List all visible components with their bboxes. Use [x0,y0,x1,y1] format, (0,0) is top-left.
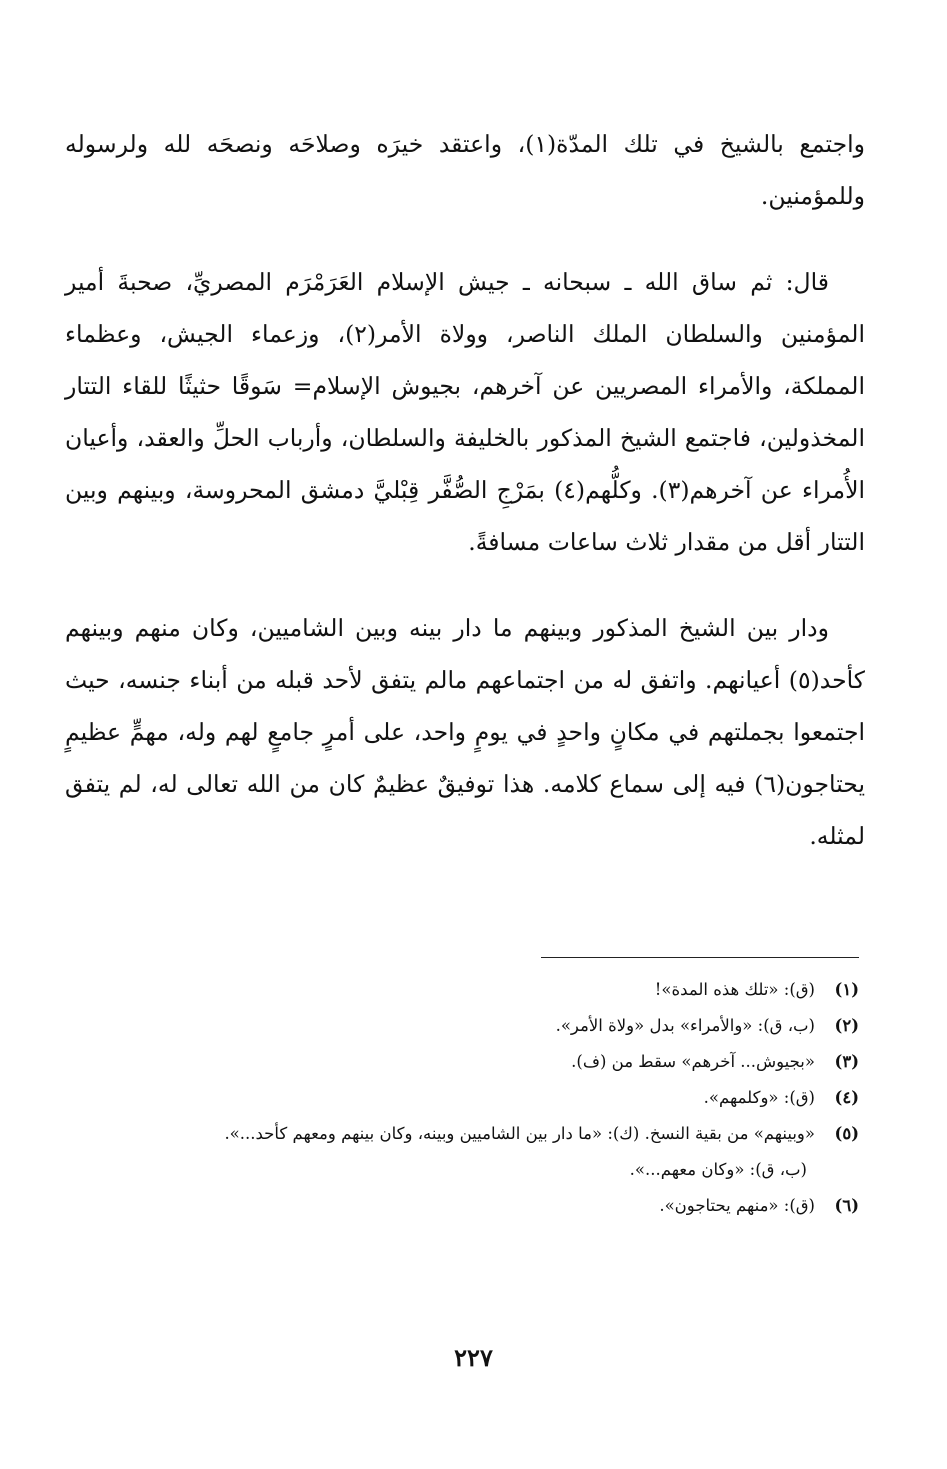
footnote-text: (ق): «وكلمهم». [703,1088,815,1107]
footnote-text: (ق): «منهم يحتاجون». [659,1196,815,1215]
footnote-separator [541,957,859,958]
footnote-number: (٢) [834,1016,859,1035]
footnote-2 [79,1008,859,1044]
footnote-text: (ق): «تلك هذه المدة»! [654,980,815,999]
footnote-text: (ب، ق): «والأمراء» بدل «ولاة الأمر». [555,1016,815,1035]
footnote-number: (٦) [834,1196,859,1215]
footnote-number: (٥) [834,1124,859,1143]
paragraph-2: قال: ثم ساق الله ـ سبحانه ـ جيش الإسلام العَرَمْرَم المصريِّ، صحبةَ أمير المؤمنين والسلطان الملك الناصر، وولاة الأمر(٢)، وزعماء الجيش، وعظماء المملكة، والأمراء المصريين عن آخرهم، بجيوش الإسلام= سَوقًا حثيثًا للقاء التتار المخذولين، فاجتمع الشيخ المذكور بالخليفة والسلطان، وأرباب الحلِّ والعقد، وأعيان الأُمراء عن آخرهم(٣). وكلُّهم(٤) بمَرْجِ الصُّفَّر قِبْليَّ دمشق المحروسة، وبينهم وبين التتار أقل من مقدار ثلاث ساعات مسافةً. [65,268,866,556]
footnote-number: (٣) [834,1052,859,1071]
footnote-number: (٤) [834,1088,859,1107]
main-text [65,118,865,896]
footnote-1 [79,972,859,1008]
footnote-text: «بجيوش... آخرهم» سقط من (ف). [571,1052,815,1071]
footnote-3 [79,1044,859,1080]
footnote-number: (١) [834,980,859,999]
page-number: ٢٢٧ [454,1343,493,1372]
footnote-5 [79,1116,859,1152]
footnote-5-continuation: (ب، ق): «وكان معهم...». [629,1160,807,1179]
footnote-text: «وبينهم» من بقية النسخ. (ك): «ما دار بين الشاميين وبينه، وكان بينهم ومعهم كأحد...». [224,1124,815,1143]
paragraph-3: ودار بين الشيخ المذكور وبينهم ما دار بينه وبين الشاميين، وكان منهم وبينهم كأحد(٥) أعيانهم. واتفق له من اجتماعهم مالم يتفق لأحد قبله من أبناء جنسه، حيث اجتمعوا بجملتهم في مكانٍ واحدٍ في يومٍ واحد، على أمرٍ جامعٍ لهم وله، مهمٍّ عظيمٍ يحتاجون(٦) فيه إلى سماع كلامه. هذا توفيقٌ عظيمٌ كان من الله تعالى له، لم يتفق لمثله. [65,614,865,850]
paragraph-1: واجتمع بالشيخ في تلك المدّة(١)، واعتقد خيرَه وصلاحَه ونصحَه لله ولرسوله وللمؤمنين. [65,130,865,210]
footnotes [79,972,859,1224]
footnote-6 [79,1188,859,1224]
footnote-4 [79,1080,859,1116]
